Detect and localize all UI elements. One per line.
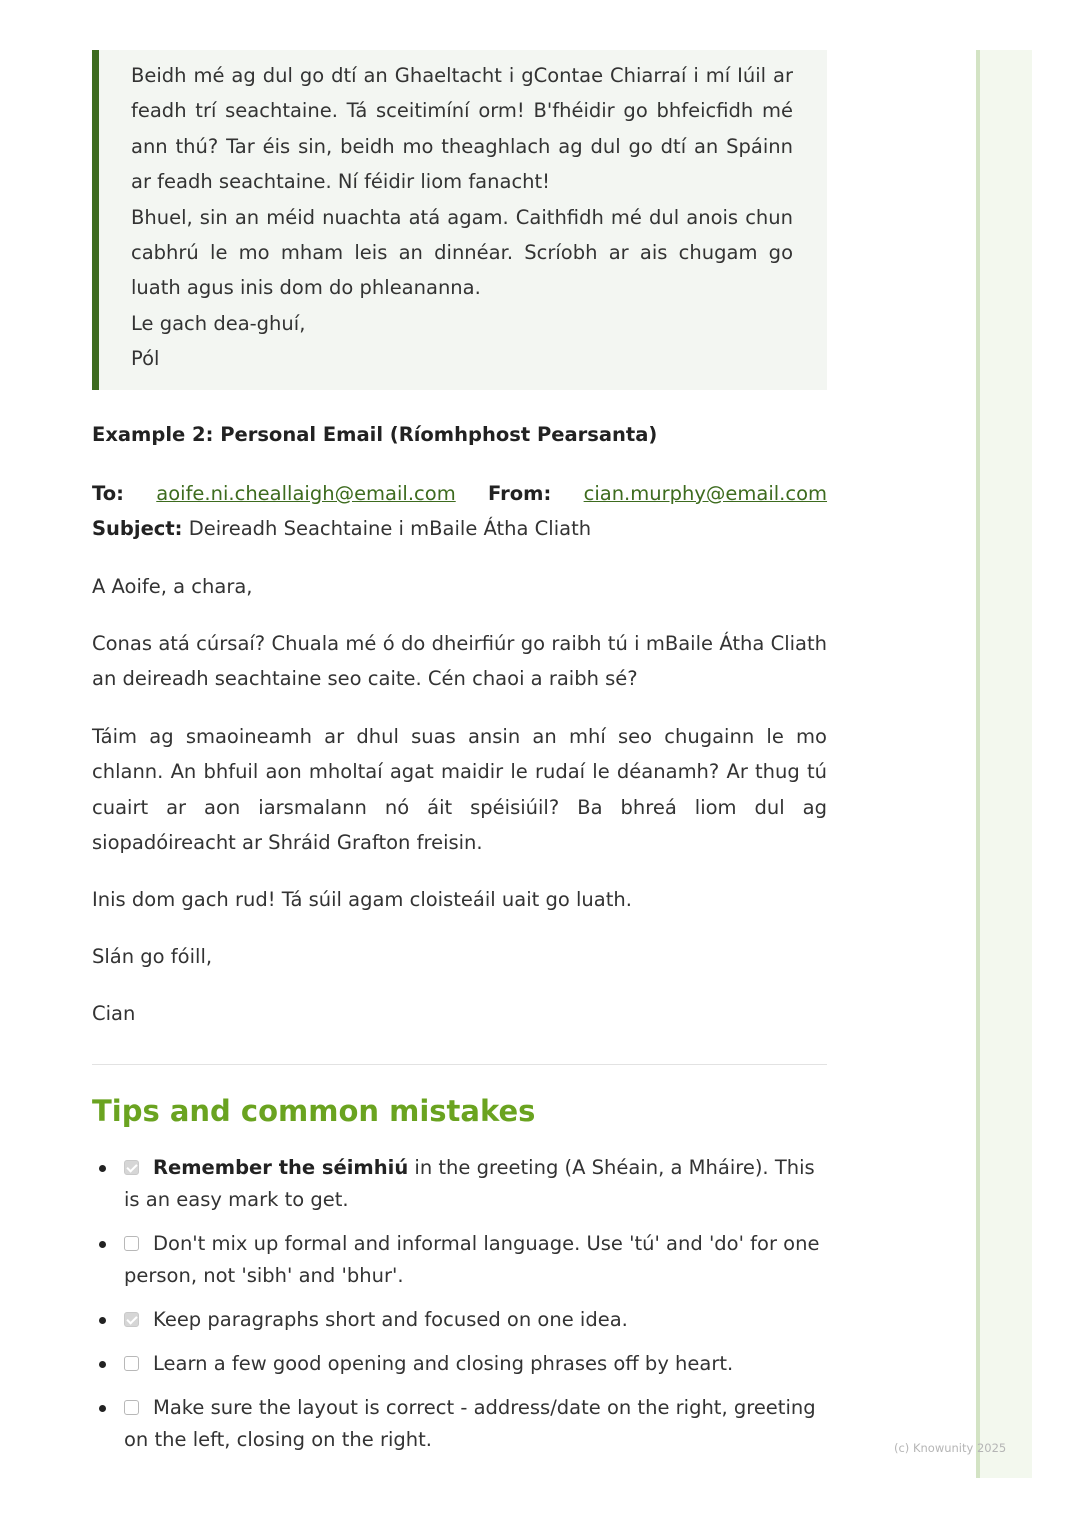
email-signature: Cian [92, 1002, 136, 1025]
checkbox-unchecked-icon[interactable] [124, 1356, 139, 1371]
email-closing: Slán go fóill, [92, 945, 213, 968]
checkbox-unchecked-icon[interactable] [124, 1400, 139, 1415]
tip-item [92, 1348, 827, 1380]
subject-label: Subject: [92, 517, 183, 541]
right-sidebar-panel [976, 50, 1032, 1478]
tips-list [92, 1152, 827, 1468]
bullet-icon [99, 1241, 106, 1248]
tip-item [92, 1152, 827, 1216]
tips-heading: Tips and common mistakes [92, 1094, 536, 1128]
bullet-icon [99, 1317, 106, 1324]
letter-paragraph-2: Bhuel, sin an méid nuachta atá agam. Caithfidh mé dul anois chun cabhrú le mo mham leis an dinnéar. Scríobh ar ais chugam go luath agus inis dom do phleananna. [131, 205, 793, 300]
to-email-link[interactable]: aoife.ni.cheallaigh@email.com [156, 482, 456, 505]
checkbox-checked-icon[interactable] [124, 1160, 139, 1175]
tip-item [92, 1228, 827, 1292]
email-paragraph-1: Conas atá cúrsaí? Chuala mé ó do dheirfiúr go raibh tú i mBaile Átha Cliath an deireadh seachtaine seo caite. Cén chaoi a raibh sé? [92, 632, 827, 691]
bullet-icon [99, 1361, 106, 1368]
from-label: From: [488, 482, 552, 505]
letter-blockquote [92, 50, 827, 390]
checkbox-checked-icon[interactable] [124, 1312, 139, 1327]
tip-text: Learn a few good opening and closing phrases off by heart. [153, 1352, 734, 1375]
checkbox-unchecked-icon[interactable] [124, 1236, 139, 1251]
example-2-heading: Example 2: Personal Email (Ríomhphost Pearsanta) [92, 423, 658, 446]
subject-value: Deireadh Seachtaine i mBaile Átha Cliath [188, 517, 592, 541]
letter-closing: Le gach dea-ghuí, [131, 311, 306, 335]
bullet-icon [99, 1165, 106, 1172]
email-header [92, 476, 827, 547]
section-divider [92, 1064, 827, 1065]
copyright-text: (c) Knowunity 2025 [894, 1441, 1007, 1455]
tip-item [92, 1392, 827, 1456]
email-greeting: A Aoife, a chara, [92, 575, 253, 598]
letter-paragraph-1: Beidh mé ag dul go dtí an Ghaeltacht i gContae Chiarraí i mí Iúil ar feadh trí seachtaine. Tá sceitimíní orm! B'fhéidir go bhfeicfidh mé ann thú? Tar éis sin, beidh mo theaghlach ag dul go dtí an Spáinn ar feadh seachtaine. Ní féidir liom fanacht! [131, 64, 793, 194]
tip-item [92, 1304, 827, 1336]
to-label: To: [92, 482, 124, 505]
tip-text: in the greeting (A Shéain, a Mháire). This is an easy mark to get. [124, 1156, 815, 1211]
tip-text: Keep paragraphs short and focused on one idea. [153, 1308, 628, 1331]
bullet-icon [99, 1405, 106, 1412]
tip-text: Make sure the layout is correct - address/date on the right, greeting on the left, closing on the right. [124, 1396, 816, 1451]
tip-bold-text: Remember the séimhiú [153, 1156, 409, 1179]
tip-text: Don't mix up formal and informal language. Use 'tú' and 'do' for one person, not 'sibh' and 'bhur'. [124, 1232, 820, 1287]
email-paragraph-3: Inis dom gach rud! Tá súil agam cloisteáil uait go luath. [92, 888, 632, 911]
from-email-link[interactable]: cian.murphy@email.com [583, 482, 828, 505]
letter-signature: Pól [131, 347, 160, 371]
email-paragraph-2: Táim ag smaoineamh ar dhul suas ansin an mhí seo chugainn le mo chlann. An bhfuil aon mholtaí agat maidir le rudaí le déanamh? Ar thug tú cuairt ar aon iarsmalann nó áit spéisiúil? Ba bhreá liom dul ag siopadóireacht ar Shráid Grafton freisin. [92, 725, 827, 855]
